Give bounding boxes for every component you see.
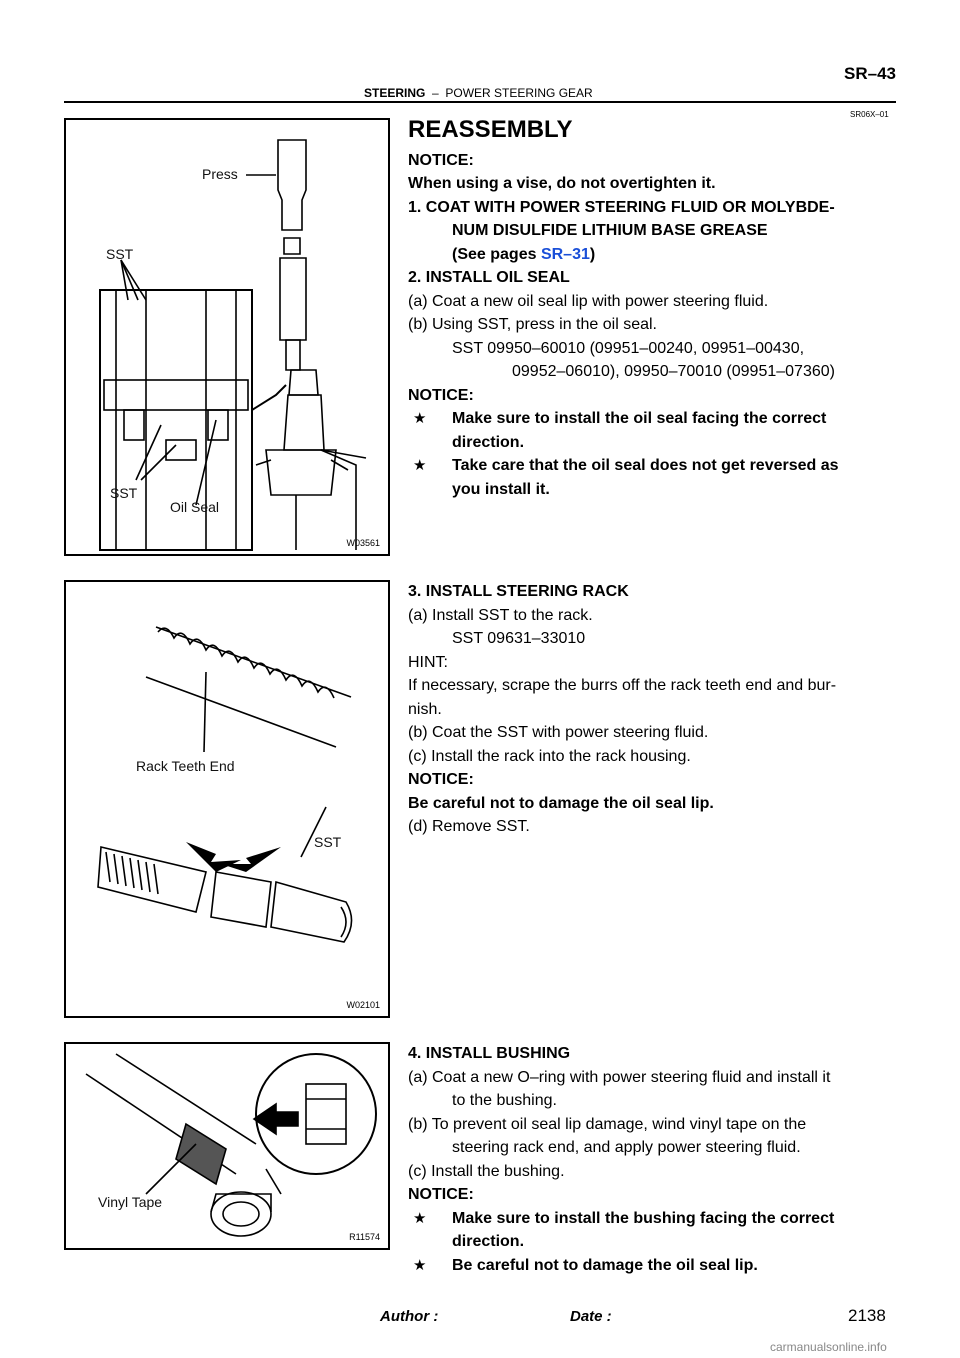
label-vinyl-tape: Vinyl Tape (98, 1194, 163, 1210)
hint-text-2: nish. (408, 701, 442, 718)
notice-2-item-2: Take care that the oil seal does not get reversed as (452, 457, 839, 474)
step-1-cont: NUM DISULFIDE LITHIUM BASE GREASE (452, 222, 768, 239)
header-separator: – (432, 86, 439, 100)
header-subsection: POWER STEERING GEAR (445, 86, 593, 100)
notice-3-text: Be careful not to damage the oil seal lip. (408, 795, 714, 812)
hint-text-1: If necessary, scrape the burrs off the rack teeth end and bur- (408, 677, 837, 694)
header-rule (64, 101, 896, 103)
figure-code: W03561 (346, 538, 380, 548)
step-2: 2. INSTALL OIL SEAL (408, 269, 570, 286)
star-icon: ★ (413, 410, 427, 427)
step-3d: (d) Remove SST. (408, 818, 530, 835)
section-title: REASSEMBLY (408, 116, 573, 143)
author-label: Author : (380, 1308, 439, 1325)
step-4b-cont: steering rack end, and apply power steering fluid. (452, 1139, 801, 1156)
date-label: Date : (570, 1308, 612, 1325)
step-3b: (b) Coat the SST with power steering fluid. (408, 724, 709, 741)
watermark: carmanualsonline.info (770, 1340, 887, 1354)
step-2a: (a) Coat a new oil seal lip with power steering fluid. (408, 293, 769, 310)
see-pages-suffix: ) (589, 246, 596, 263)
star-icon: ★ (413, 1210, 427, 1227)
label-sst: SST (314, 834, 342, 850)
label-sst-upper: SST (106, 246, 134, 262)
step-4c: (c) Install the bushing. (408, 1163, 565, 1180)
notice-label: NOTICE: (408, 387, 474, 404)
label-rack-teeth-end: Rack Teeth End (136, 758, 235, 774)
page-number: SR–43 (844, 64, 896, 83)
notice-text: When using a vise, do not overtighten it. (408, 175, 716, 192)
step-3a-sst: SST 09631–33010 (452, 630, 586, 647)
steering-rack-illustration (66, 582, 388, 1016)
step-4a: (a) Coat a new O–ring with power steering fluid and install it (408, 1069, 831, 1086)
notice-4-item-2: Be careful not to damage the oil seal lip. (452, 1257, 758, 1274)
star-icon: ★ (413, 457, 427, 474)
step-3c: (c) Install the rack into the rack housing. (408, 748, 691, 765)
step-4: 4. INSTALL BUSHING (408, 1045, 571, 1062)
star-icon: ★ (413, 1257, 427, 1274)
step-1: 1. COAT WITH POWER STEERING FLUID OR MOLYBDE- (408, 199, 835, 216)
see-pages-prefix: (See pages (452, 246, 541, 263)
bushing-illustration (66, 1044, 388, 1248)
figure-oil-seal (64, 118, 390, 556)
figure-code: R11574 (349, 1232, 380, 1242)
label-sst-lower: SST (110, 485, 138, 501)
notice-label: NOTICE: (408, 1186, 474, 1203)
footer-date (570, 1308, 612, 1325)
step-4a-cont: to the bushing. (452, 1092, 557, 1109)
step-2b: (b) Using SST, press in the oil seal. (408, 316, 657, 333)
doc-id: SR06X–01 (850, 110, 889, 119)
page-link-sr31[interactable]: SR–31 (540, 246, 590, 263)
hint-label: HINT: (408, 654, 448, 671)
label-oil-seal: Oil Seal (170, 499, 220, 515)
label-press: Press (202, 166, 238, 182)
figure-code: W02101 (346, 1000, 380, 1010)
notice-4-item-1: Make sure to install the bushing facing the correct (452, 1210, 835, 1227)
notice-2-item-1: Make sure to install the oil seal facing the correct (452, 410, 827, 427)
figure-bushing (64, 1042, 390, 1250)
notice-2-item-1-cont: direction. (452, 434, 525, 451)
footer-page-number: 2138 (848, 1306, 886, 1325)
notice-4-item-1-cont: direction. (452, 1233, 525, 1250)
footer-author (380, 1308, 438, 1325)
step-3: 3. INSTALL STEERING RACK (408, 583, 629, 600)
notice-label: NOTICE: (408, 771, 474, 788)
notice-2-item-2-cont: you install it. (452, 481, 550, 498)
step-4b: (b) To prevent oil seal lip damage, wind vinyl tape on the (408, 1116, 807, 1133)
step-2b-sst-1: SST 09950–60010 (09951–00240, 09951–00430, (452, 340, 805, 357)
step-2b-sst-2: 09952–06010), 09950–70010 (09951–07360) (512, 363, 835, 380)
step-1-see-pages (452, 243, 595, 267)
step-3a: (a) Install SST to the rack. (408, 607, 593, 624)
header-section: STEERING (364, 86, 426, 100)
notice-label: NOTICE: (408, 152, 474, 169)
header-title (364, 86, 593, 100)
figure-steering-rack (64, 580, 390, 1018)
